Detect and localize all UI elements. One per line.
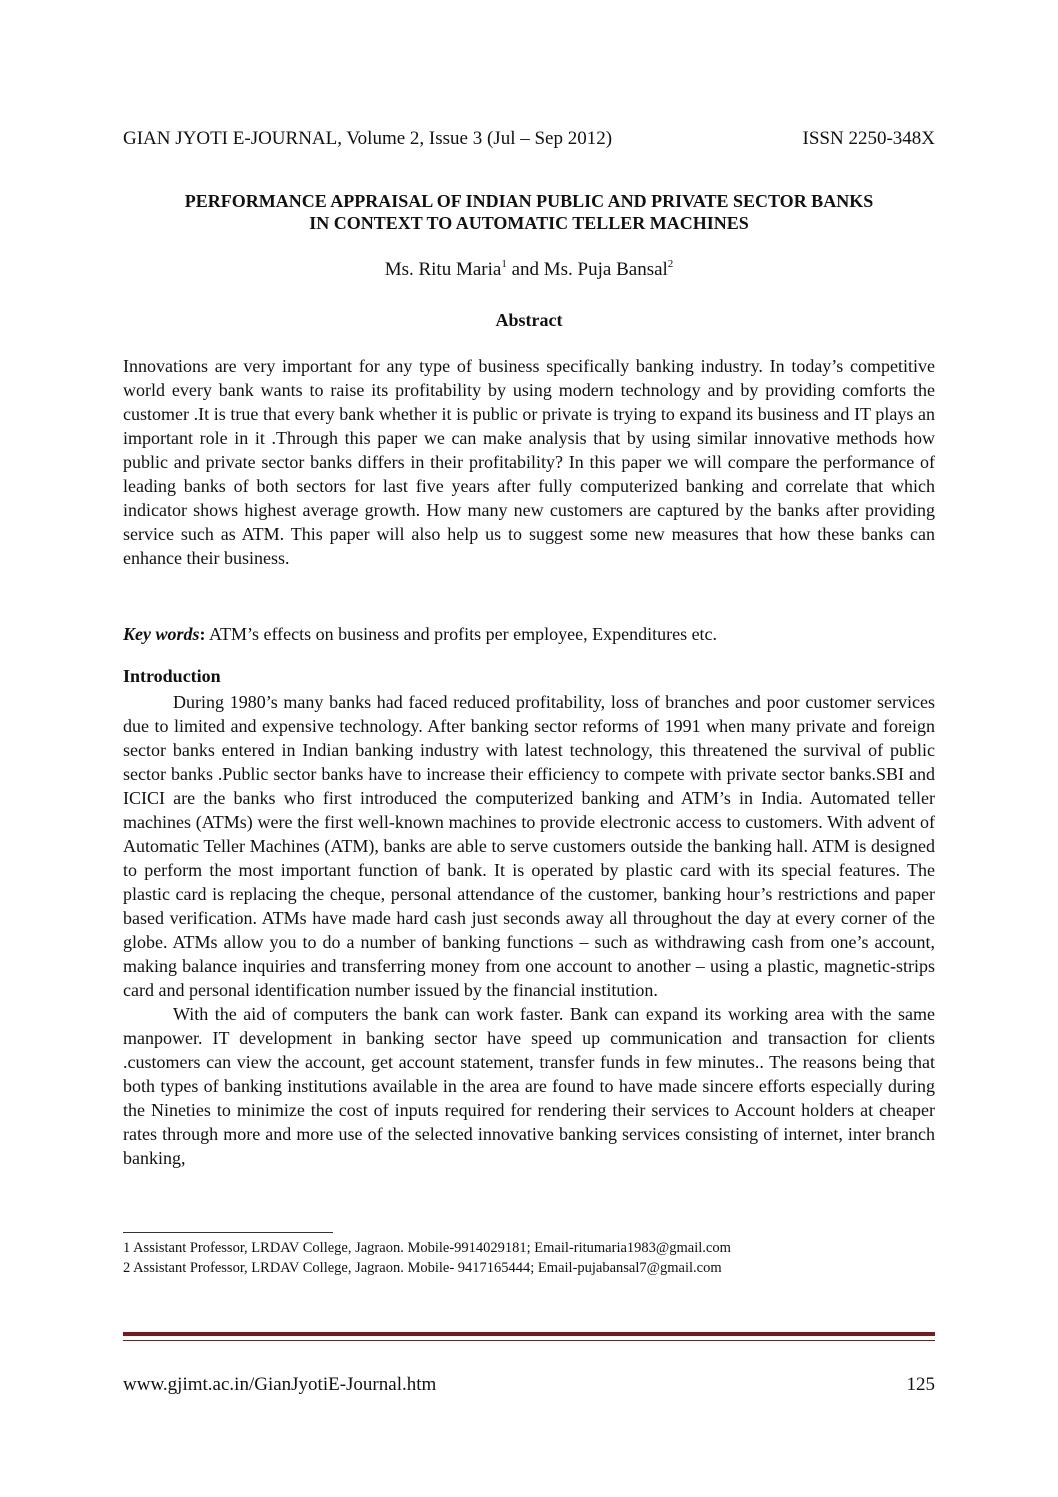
- paper-title-line-1: PERFORMANCE APPRAISAL OF INDIAN PUBLIC AND PRIVATE SECTOR BANKS: [184, 191, 874, 211]
- footnotes: [123, 1238, 935, 1278]
- keywords-text: ATM’s effects on business and profits per employee, Expenditures etc.: [205, 624, 718, 644]
- footnote-2: 2 Assistant Professor, LRDAV College, Jagraon. Mobile- 9417165444; Email-pujabansal7@gmail.com: [123, 1260, 722, 1276]
- author-1-footnote-marker: 1: [501, 258, 507, 270]
- issn: ISSN 2250-348X: [802, 128, 935, 149]
- footer-rule-thin: [123, 1340, 935, 1341]
- journal-url: www.gjimt.ac.in/GianJyotiE-Journal.htm: [123, 1374, 437, 1395]
- page-number: 125: [906, 1374, 935, 1395]
- journal-name: GIAN JYOTI E-JOURNAL, Volume 2, Issue 3 (Jul – Sep 2012): [123, 128, 613, 149]
- author-conjunction: and: [506, 259, 544, 280]
- paper-title-line-2: IN CONTEXT TO AUTOMATIC TELLER MACHINES: [309, 213, 749, 233]
- abstract-text: Innovations are very important for any type of business specifically banking industry. In today’s competitive world every bank wants to raise its profitability by using modern technology and by providing comforts the customer .It is true that every bank whether it is public or private is trying to expand its business and IT plays an important role in it .Through this paper we can make analysis that by using similar innovative methods how public and private sector banks differs in their profitability? In this paper we will compare the performance of leading banks of both sectors for last five years after fully computerized banking and correlate that which indicator shows highest average growth. How many new customers are captured by the banks after providing service such as ATM. This paper will also help us to suggest some new measures that how these banks can enhance their business.: [123, 356, 935, 568]
- author-1: Ms. Ritu Maria: [384, 259, 502, 280]
- paper-title: [123, 190, 935, 234]
- footnote-divider: [123, 1232, 333, 1233]
- footer-rule-thick: [123, 1332, 935, 1336]
- introduction-paragraph-1: During 1980’s many banks had faced reduced profitability, loss of branches and poor customer services due to limited and expensive technology. After banking sector reforms of 1991 when many private and foreign sector banks entered in Indian banking industry with latest technology, this threatened the survival of public sector banks .Public sector banks have to increase their efficiency to compete with private sector banks.SBI and ICICI are the banks who first introduced the computerized banking and ATM’s in India. Automated teller machines (ATMs) were the first well-known machines to provide electronic access to customers. With advent of Automatic Teller Machines (ATM), banks are able to serve customers outside the banking hall. ATM is designed to perform the most important function of bank. It is operated by plastic card with its special features. The plastic card is replacing the cheque, personal attendance of the customer, banking hour’s restrictions and paper based verification. ATMs have made hard cash just seconds away all throughout the day at every corner of the globe. ATMs allow you to do a number of banking functions – such as withdrawing cash from one’s account, making balance inquiries and transferring money from one account to another – using a plastic, magnetic-strips card and personal identification number issued by the financial institution.: [123, 692, 935, 1000]
- introduction-heading: Introduction: [123, 666, 221, 686]
- introduction-body: [123, 690, 935, 1170]
- abstract-heading: Abstract: [495, 310, 563, 330]
- keywords: [123, 622, 935, 646]
- introduction-paragraph-2: With the aid of computers the bank can work faster. Bank can expand its working area with the same manpower. IT development in banking sector have speed up communication and transaction for clients .customers can view the account, get account statement, transfer funds in few minutes.. The reasons being that both types of banking institutions available in the area are found to have made sincere efforts especially during the Nineties to minimize the cost of inputs required for rendering their services to Account holders at cheaper rates through more and more use of the selected innovative banking services consisting of internet, inter branch banking,: [123, 1004, 935, 1168]
- author-2-footnote-marker: 2: [667, 258, 674, 270]
- keywords-colon: :: [199, 624, 206, 644]
- footnote-1: 1 Assistant Professor, LRDAV College, Jagraon. Mobile-9914029181; Email-ritumaria1983@gmail.com: [123, 1240, 731, 1256]
- keywords-label: Key words: [123, 624, 200, 644]
- authors: [123, 258, 935, 281]
- author-2: Ms. Puja Bansal: [543, 259, 668, 280]
- running-header: [123, 128, 935, 158]
